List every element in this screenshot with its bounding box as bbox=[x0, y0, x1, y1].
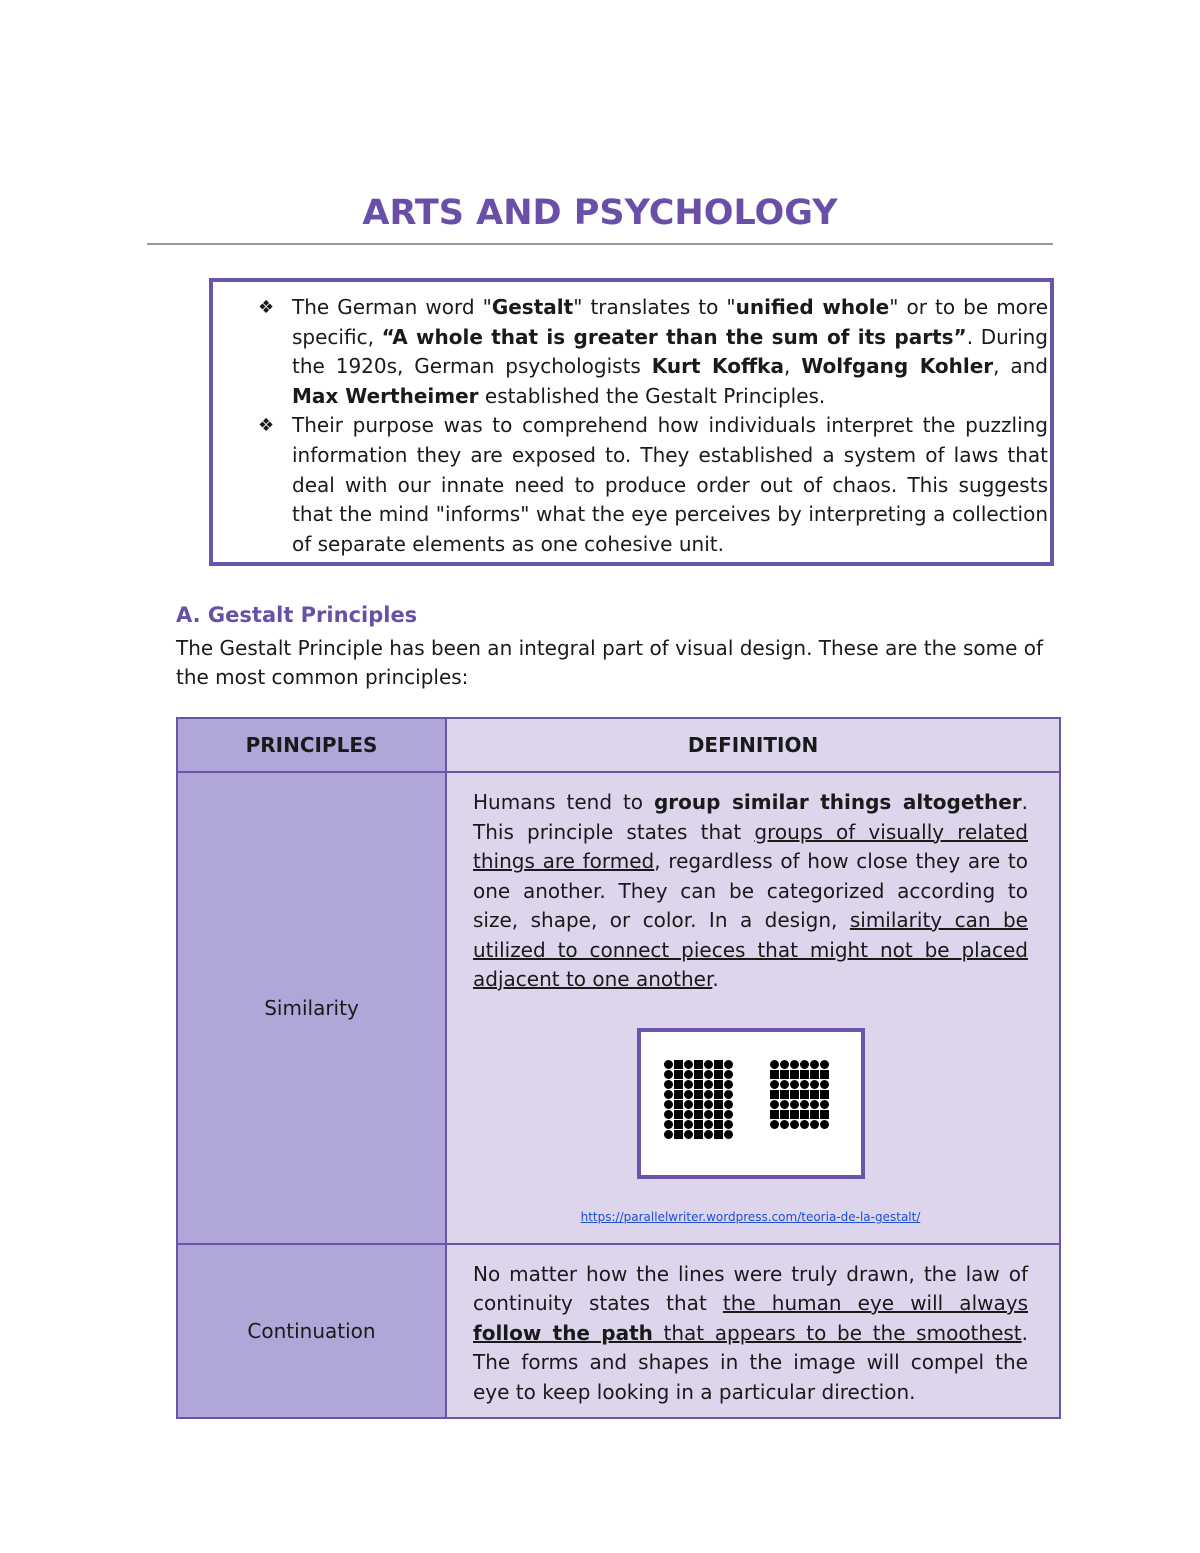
dot-mark bbox=[790, 1120, 799, 1129]
dot-mark bbox=[820, 1080, 829, 1089]
dot-mark bbox=[704, 1080, 713, 1089]
dot-mark bbox=[800, 1110, 809, 1119]
header-principles: PRINCIPLES bbox=[177, 718, 446, 772]
dot-mark bbox=[810, 1070, 819, 1079]
dot-mark bbox=[694, 1120, 703, 1129]
dot-mark bbox=[704, 1110, 713, 1119]
dot-mark bbox=[704, 1130, 713, 1139]
dot-mark bbox=[790, 1080, 799, 1089]
dot-mark bbox=[780, 1110, 789, 1119]
definition-continuation: No matter how the lines were truly drawn, the law of continuity states that the human eye will always follow the path that appears to be the smoothest. The forms and shapes in the image will compel the eye to keep looking in a particular direction. bbox=[446, 1244, 1060, 1419]
dot-mark bbox=[674, 1110, 683, 1119]
dot-grid-left bbox=[664, 1060, 733, 1139]
dot-mark bbox=[714, 1120, 723, 1129]
dot-mark bbox=[684, 1060, 693, 1069]
dot-mark bbox=[664, 1100, 673, 1109]
section-intro-text: The Gestalt Principle has been an integral part of visual design. These are the some of the most common principles: bbox=[176, 636, 1044, 689]
title-divider bbox=[147, 243, 1053, 245]
dot-mark bbox=[724, 1120, 733, 1129]
dot-mark bbox=[664, 1080, 673, 1089]
section-heading: A. Gestalt Principles bbox=[176, 603, 418, 627]
dot-mark bbox=[770, 1120, 779, 1129]
dot-mark bbox=[800, 1100, 809, 1109]
intro-bullets bbox=[258, 293, 1048, 559]
dot-mark bbox=[810, 1100, 819, 1109]
dot-mark bbox=[674, 1100, 683, 1109]
dot-mark bbox=[694, 1080, 703, 1089]
dot-mark bbox=[780, 1090, 789, 1099]
dot-mark bbox=[724, 1080, 733, 1089]
principles-table bbox=[176, 717, 1061, 1419]
dot-mark bbox=[810, 1090, 819, 1099]
similarity-definition-text: Humans tend to group similar things altogether. This principle states that groups of visually related things are formed, regardless of how close they are to one another. They can be categorized according to size, shape, or color. In a design, similarity can be utilized to connect pieces that might not be placed adjacent to one another. bbox=[473, 790, 1029, 991]
dot-mark bbox=[684, 1130, 693, 1139]
dot-mark bbox=[684, 1070, 693, 1079]
dot-mark bbox=[704, 1120, 713, 1129]
dot-mark bbox=[694, 1060, 703, 1069]
dot-mark bbox=[724, 1100, 733, 1109]
page-title: ARTS AND PSYCHOLOGY bbox=[362, 193, 838, 233]
principle-continuation: Continuation bbox=[177, 1244, 446, 1419]
dot-mark bbox=[704, 1100, 713, 1109]
dot-mark bbox=[820, 1110, 829, 1119]
dot-mark bbox=[800, 1080, 809, 1089]
dot-mark bbox=[820, 1120, 829, 1129]
dot-mark bbox=[674, 1060, 683, 1069]
dot-mark bbox=[684, 1080, 693, 1089]
dot-mark bbox=[694, 1130, 703, 1139]
dot-mark bbox=[724, 1070, 733, 1079]
dot-mark bbox=[820, 1070, 829, 1079]
dot-mark bbox=[810, 1120, 819, 1129]
dot-mark bbox=[664, 1110, 673, 1119]
dot-mark bbox=[714, 1070, 723, 1079]
dot-mark bbox=[684, 1090, 693, 1099]
dot-mark bbox=[714, 1130, 723, 1139]
diamond-bullet-icon: ❖ bbox=[258, 297, 275, 318]
dot-mark bbox=[674, 1090, 683, 1099]
dot-mark bbox=[790, 1090, 799, 1099]
dot-mark bbox=[770, 1100, 779, 1109]
dot-mark bbox=[694, 1100, 703, 1109]
dot-mark bbox=[704, 1090, 713, 1099]
dot-mark bbox=[674, 1120, 683, 1129]
dot-mark bbox=[800, 1120, 809, 1129]
dot-mark bbox=[810, 1060, 819, 1069]
dot-mark bbox=[684, 1110, 693, 1119]
dot-mark bbox=[674, 1080, 683, 1089]
header-definition: DEFINITION bbox=[446, 718, 1060, 772]
dot-mark bbox=[714, 1100, 723, 1109]
dot-mark bbox=[724, 1090, 733, 1099]
dot-mark bbox=[664, 1130, 673, 1139]
dot-mark bbox=[714, 1060, 723, 1069]
dot-mark bbox=[770, 1080, 779, 1089]
dot-mark bbox=[724, 1110, 733, 1119]
dot-mark bbox=[664, 1090, 673, 1099]
dot-mark bbox=[770, 1090, 779, 1099]
dot-mark bbox=[684, 1120, 693, 1129]
table-row bbox=[177, 1244, 1060, 1419]
dot-mark bbox=[664, 1120, 673, 1129]
dot-mark bbox=[694, 1070, 703, 1079]
dot-mark bbox=[820, 1100, 829, 1109]
definition-similarity bbox=[446, 772, 1060, 1244]
similarity-figure-wrap bbox=[473, 1028, 1028, 1188]
dot-mark bbox=[724, 1130, 733, 1139]
dot-mark bbox=[704, 1070, 713, 1079]
dot-mark bbox=[714, 1090, 723, 1099]
dot-mark bbox=[704, 1060, 713, 1069]
dot-grid-right bbox=[770, 1060, 829, 1129]
dot-mark bbox=[770, 1110, 779, 1119]
dot-mark bbox=[780, 1100, 789, 1109]
dot-mark bbox=[800, 1070, 809, 1079]
dot-mark bbox=[810, 1080, 819, 1089]
dot-mark bbox=[714, 1110, 723, 1119]
dot-mark bbox=[674, 1070, 683, 1079]
dot-mark bbox=[780, 1060, 789, 1069]
dot-mark bbox=[694, 1090, 703, 1099]
dot-mark bbox=[770, 1070, 779, 1079]
dot-mark bbox=[790, 1070, 799, 1079]
dot-mark bbox=[800, 1060, 809, 1069]
dot-mark bbox=[684, 1100, 693, 1109]
intro-bullet-1: ❖ The German word "Gestalt" translates to "unified whole" or to be more specific, “A whole that is greater than the sum of its parts”. During the 1920s, German psychologists Kurt Koffka, Wolfgang Kohler, and Max Wertheimer established the Gestalt Principles. bbox=[258, 295, 1049, 408]
dot-mark bbox=[694, 1110, 703, 1119]
image-source-link[interactable]: https://parallelwriter.wordpress.com/teoria-de-la-gestalt/ bbox=[580, 1210, 921, 1224]
table-header-row bbox=[177, 718, 1060, 772]
dot-mark bbox=[714, 1080, 723, 1089]
principle-similarity: Similarity bbox=[177, 772, 446, 1244]
dot-mark bbox=[790, 1100, 799, 1109]
dot-mark bbox=[790, 1110, 799, 1119]
dot-mark bbox=[674, 1130, 683, 1139]
dot-mark bbox=[800, 1090, 809, 1099]
dot-mark bbox=[664, 1060, 673, 1069]
dot-mark bbox=[790, 1060, 799, 1069]
dot-mark bbox=[810, 1110, 819, 1119]
dot-mark bbox=[780, 1080, 789, 1089]
dot-mark bbox=[820, 1060, 829, 1069]
diamond-bullet-icon: ❖ bbox=[258, 415, 275, 437]
dot-mark bbox=[770, 1060, 779, 1069]
dot-mark bbox=[664, 1070, 673, 1079]
dot-mark bbox=[780, 1070, 789, 1079]
dot-mark bbox=[780, 1120, 789, 1129]
intro-bullet-2: ❖ Their purpose was to comprehend how individuals interpret the puzzling information they are exposed to. They established a system of laws that deal with our innate need to produce order out of chaos. This suggests that the mind "informs" what the eye perceives by interpreting a collection of separate elements as one cohesive unit. bbox=[258, 413, 1048, 556]
dot-mark bbox=[724, 1060, 733, 1069]
table-row bbox=[177, 772, 1060, 1244]
similarity-figure bbox=[637, 1028, 865, 1179]
dot-mark bbox=[820, 1090, 829, 1099]
